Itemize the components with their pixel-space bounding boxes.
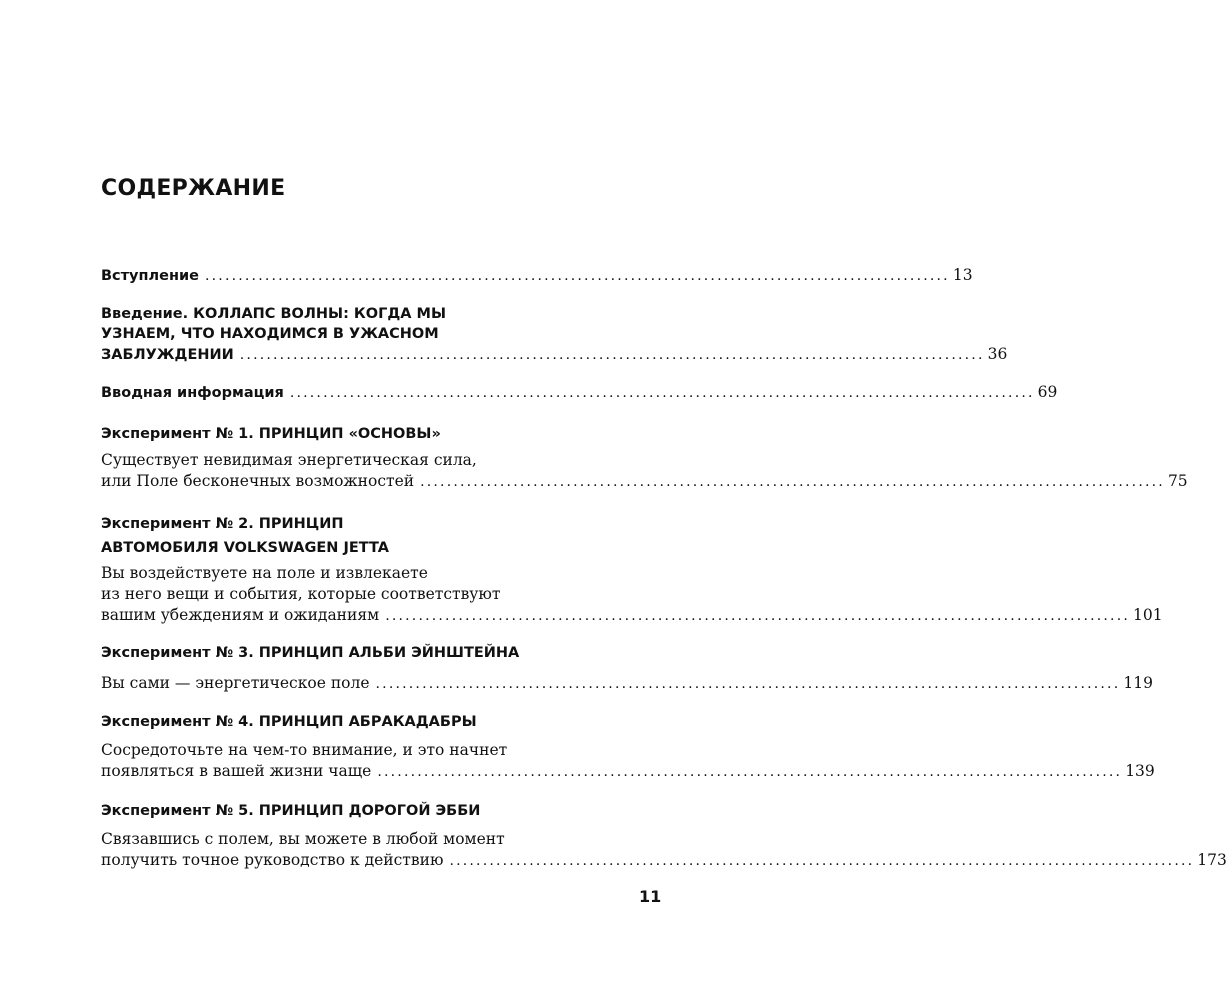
experiment-heading-line: АВТОМОБИЛЯ VOLKSWAGEN JETTA <box>101 540 389 556</box>
entry-description-line: Вы сами — энергетическое поле <box>101 674 370 692</box>
experiment-3-heading[interactable] <box>101 643 667 663</box>
entry-title-line: УЗНАЕМ, ЧТО НАХОДИМСЯ В УЖАСНОМ <box>101 326 439 342</box>
entry-description-line: Сосредоточьте на чем-то внимание, и это начнет <box>101 741 508 759</box>
dot-leader: ................................................................................................................ <box>375 676 1121 692</box>
experiment-heading-line: Эксперимент № 2. ПРИНЦИП <box>101 516 344 532</box>
dot-leader: ................................................................................................................ <box>420 474 1165 490</box>
toc-entry-experiment-2[interactable] <box>101 563 1163 627</box>
entry-description-line: или Поле бесконечных возможностей <box>101 472 415 490</box>
page-number: 11 <box>639 887 662 906</box>
entry-description-line: вашим убеждениям и ожиданиям <box>101 606 380 624</box>
experiment-4-heading[interactable] <box>101 712 667 732</box>
entry-page-number: 119 <box>1123 674 1153 692</box>
toc-entry-experiment-3[interactable] <box>101 673 1153 695</box>
experiment-5-heading[interactable] <box>101 801 667 821</box>
toc-entry-foreword[interactable] <box>101 265 973 286</box>
entry-title: Вступление <box>101 268 199 284</box>
entry-title-line: Введение. КОЛЛАПС ВОЛНЫ: КОГДА МЫ <box>101 306 446 322</box>
experiment-1-heading[interactable] <box>101 424 667 444</box>
dot-leader: ................................................................................................................ <box>205 268 950 284</box>
toc-line <box>101 673 1153 695</box>
experiment-heading-line: Эксперимент № 3. ПРИНЦИП АЛЬБИ ЭЙНШТЕЙНА <box>101 645 520 661</box>
page-title: СОДЕРЖАНИЕ <box>101 176 286 201</box>
entry-page-number: 139 <box>1125 762 1155 780</box>
toc-line <box>101 471 1188 493</box>
dot-leader: ................................................................................................................ <box>289 385 1035 401</box>
experiment-heading-line: Эксперимент № 4. ПРИНЦИП АБРАКАДАБРЫ <box>101 714 477 730</box>
entry-page-number: 36 <box>987 345 1008 363</box>
entry-description-line: Вы воздействуете на поле и извлекаете <box>101 564 428 582</box>
entry-page-number: 69 <box>1037 383 1058 401</box>
toc-entry-introduction[interactable] <box>101 304 1008 365</box>
entry-page-number: 13 <box>952 266 973 284</box>
experiment-2-heading[interactable] <box>101 512 667 560</box>
entry-description-line: Существует невидимая энергетическая сила, <box>101 451 477 469</box>
entry-description-line: Связавшись с полем, вы можете в любой момент <box>101 830 505 848</box>
dot-leader: ................................................................................................................ <box>377 764 1123 780</box>
toc-line <box>101 761 1155 783</box>
toc-line <box>101 344 1008 365</box>
toc-entry-experiment-5[interactable] <box>101 829 1227 872</box>
toc-line <box>101 382 1058 403</box>
entry-title-line: ЗАБЛУЖДЕНИИ <box>101 347 234 363</box>
toc-entry-experiment-1[interactable] <box>101 450 1188 493</box>
entry-description-line: получить точное руководство к действию <box>101 851 444 869</box>
entry-page-number: 75 <box>1167 472 1188 490</box>
toc-entry-experiment-4[interactable] <box>101 740 1155 783</box>
toc-entry-background[interactable] <box>101 382 1058 403</box>
experiment-heading-line: Эксперимент № 1. ПРИНЦИП «ОСНОВЫ» <box>101 426 441 442</box>
toc-line <box>101 850 1227 872</box>
entry-page-number: 101 <box>1133 606 1163 624</box>
entry-page-number: 173 <box>1197 851 1227 869</box>
entry-title: Вводная информация <box>101 385 284 401</box>
dot-leader: ................................................................................................................ <box>385 608 1131 624</box>
toc-line <box>101 605 1163 627</box>
toc-line <box>101 265 973 286</box>
experiment-heading-line: Эксперимент № 5. ПРИНЦИП ДОРОГОЙ ЭББИ <box>101 803 481 819</box>
entry-description-line: из него вещи и события, которые соответствуют <box>101 585 501 603</box>
dot-leader: ................................................................................................................ <box>449 853 1195 869</box>
dot-leader: ................................................................................................................ <box>239 347 985 363</box>
entry-description-line: появляться в вашей жизни чаще <box>101 762 372 780</box>
